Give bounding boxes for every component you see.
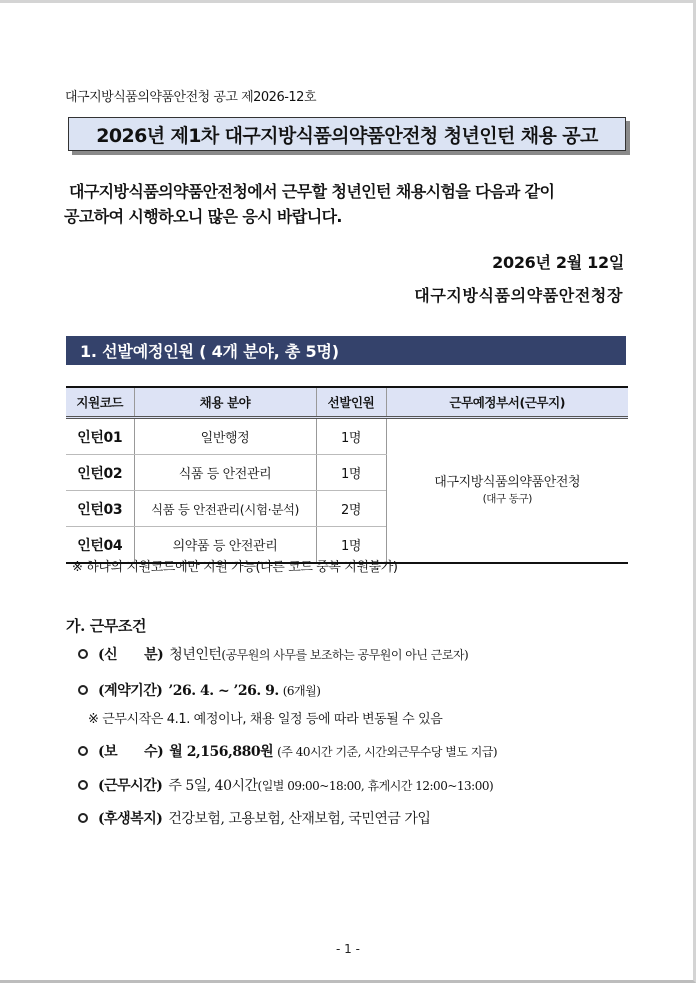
condition-value: 월 2,156,880원 [169,744,274,760]
notice-number: 대구지방식품의약품안전청 공고 제2026-12호 [65,90,317,105]
cell-code: 인턴03 [66,491,134,527]
cell-field: 식품 등 안전관리 [134,455,316,491]
page-number: - 1 - [336,942,360,956]
condition-status [78,644,468,664]
table-header-row [66,387,628,418]
department-location: (대구 동구) [482,492,532,505]
department-name: 대구지방식품의약품안전청 [434,474,581,490]
cell-count: 1명 [316,455,386,491]
circle-bullet-icon [78,813,88,823]
condition-detail: (주 40시간 기준, 시간외근무수당 별도 지급) [277,745,498,759]
circle-bullet-icon [78,780,88,790]
condition-value: 청년인턴 [169,647,222,663]
circle-bullet-icon [78,685,88,695]
intro-line: 대구지방식품의약품안전청에서 근무할 청년인턴 채용시험을 다음과 같이 [64,182,555,201]
header-department: 근무예정부서(근무지) [386,387,628,418]
condition-detail: (공무원의 사무를 보조하는 공무원이 아닌 근로자) [221,648,469,662]
circle-bullet-icon [78,746,88,756]
section-heading-recruitment: 1. 선발예정인원 ( 4개 분야, 총 5명) [66,336,626,365]
cell-field: 의약품 등 안전관리 [134,527,316,564]
cell-count: 1명 [316,527,386,564]
condition-label: (보 수) [98,744,164,760]
table-footnote: ※ 하나의 지원코드에만 지원 가능(다른 코드 중복 지원불가) [72,560,398,575]
cell-field: 일반행정 [134,418,316,455]
document-title: 2026년 제1차 대구지방식품의약품안전청 청년인턴 채용 공고 [68,117,626,151]
recruitment-table [66,386,628,564]
cell-code: 인턴02 [66,455,134,491]
circle-bullet-icon [78,649,88,659]
condition-value: 주 5일, 40시간 [168,778,258,794]
condition-label: (후생복지) [98,811,163,827]
condition-label: (근무시간) [98,778,163,794]
announcement-date: 2026년 2월 12일 [492,253,624,272]
cell-count: 1명 [316,418,386,455]
cell-code: 인턴01 [66,418,134,455]
cell-department [386,418,628,564]
table-row [66,418,628,455]
condition-label: (계약기간) [98,683,163,699]
header-field: 채용 분야 [134,387,316,418]
condition-value: ’26. 4. ~ ’26. 9. [168,683,279,699]
cell-count: 2명 [316,491,386,527]
issuer-name: 대구지방식품의약품안전청장 [414,286,623,305]
condition-value: 건강보험, 고용보험, 산재보험, 국민연금 가입 [168,811,431,827]
cell-code: 인턴04 [66,527,134,564]
working-conditions-heading: 가. 근무조건 [66,617,147,635]
intro-line: 공고하여 시행하오니 많은 응시 바랍니다. [64,207,342,226]
intro-paragraph [64,179,640,229]
contract-footnote: ※ 근무시작은 4.1. 예정이나, 채용 일정 등에 따라 변동될 수 있음 [88,712,443,727]
header-code: 지원코드 [66,387,134,418]
header-count: 선발인원 [316,387,386,418]
condition-contract-period [78,680,320,700]
condition-welfare [78,808,430,828]
condition-detail: (6개월) [282,684,321,698]
condition-working-hours [78,775,493,795]
cell-field: 식품 등 안전관리(시험·분석) [134,491,316,527]
condition-detail: (일별 09:00~18:00, 휴게시간 12:00~13:00) [257,779,494,793]
condition-salary [78,741,497,761]
condition-label: (신 분) [98,647,164,663]
